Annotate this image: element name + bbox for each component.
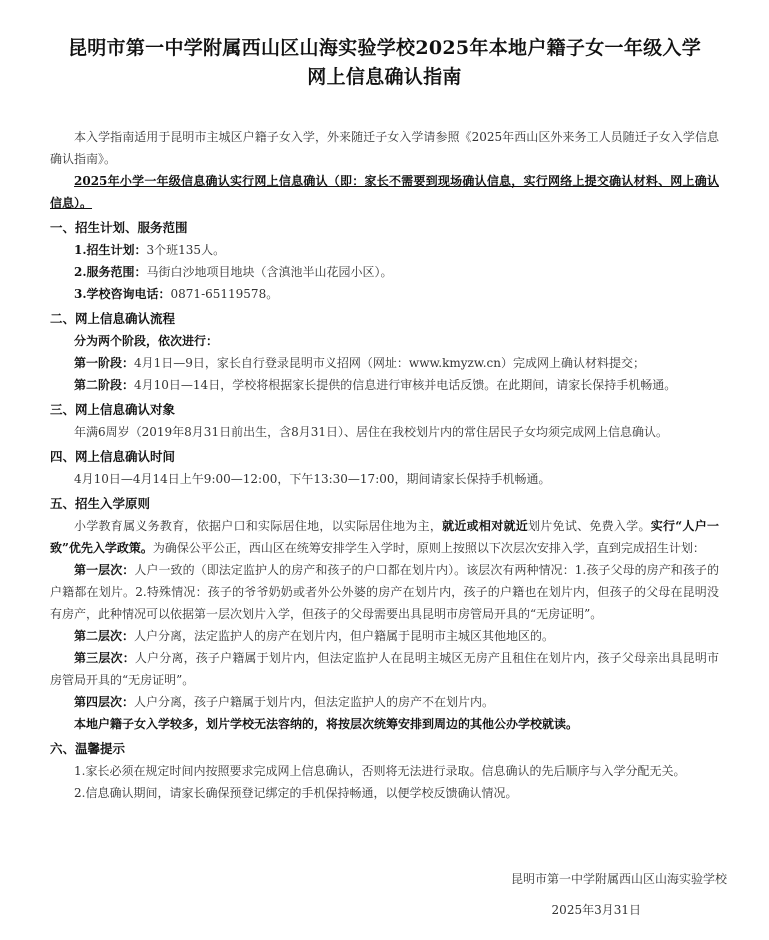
principle-text-c: 划片免试、免费入学。: [528, 519, 651, 533]
principle-text-e: 为确保公平公正，西山区在统筹安排学生入学时，原则上按照以下次层次安排入学，直到完成招生计划：: [152, 541, 705, 555]
section-4-heading: 四、网上信息确认时间: [50, 449, 176, 464]
stage-2-text: 4月10日—14日，学校将根据家长提供的信息进行审核并电话反馈。在此期间，请家长保持手机畅通。: [134, 378, 677, 392]
principle-text-a: 小学教育属义务教育，依据户口和实际居住地，以实际居住地为主，: [74, 519, 443, 533]
level-3-label: 第三层次：: [74, 651, 135, 665]
intro-paragraph: 本入学指南适用于昆明市主城区户籍子女入学，外来随迁子女入学请参照《2025年西山区外来务工人员随迁子女入学信息确认指南》。: [50, 130, 719, 166]
section-5: [50, 493, 719, 735]
level-3-text: 人户分离，孩子户籍属于划片内，但法定监护人在昆明主城区无房产且租住在划片内，孩子父母亲出具昆明市房管局开具的“无房证明”。: [50, 651, 719, 687]
section-4: [50, 446, 719, 490]
phone-label: 3.学校咨询电话：: [74, 287, 171, 301]
stage-1-line: [50, 352, 719, 374]
section-1: [50, 217, 719, 305]
plan-label: 1.招生计划：: [74, 243, 147, 257]
section-3: [50, 399, 719, 443]
plan-line: [50, 239, 719, 261]
section-3-heading: 三、网上信息确认对象: [50, 402, 176, 417]
principle-emphasis-policy: 实行“人户一致”优先入学政策。: [50, 519, 719, 555]
stage-2-label: 第二阶段：: [74, 378, 135, 392]
level-3: [50, 647, 719, 691]
range-value: 马街白沙地项目地块（含滇池半山花园小区）。: [146, 265, 393, 279]
level-2: [50, 625, 719, 647]
level-1: [50, 559, 719, 625]
overflow-note: 本地户籍子女入学较多，划片学校无法容纳的，将按层次统筹安排到周边的其他公办学校就读。: [74, 717, 579, 731]
section-2-heading: 二、网上信息确认流程: [50, 311, 176, 326]
signature-org: 昆明市第一中学附属西山区山海实验学校: [510, 872, 727, 886]
target-text: 年满6周岁（2019年8月31日前出生，含8月31日）、居住在我校划片内的常住居民子女均须完成网上信息确认。: [74, 425, 668, 439]
stage-2-line: [50, 374, 719, 396]
plan-value: 3个班135人。: [146, 243, 226, 257]
signature-date: 2025年3月31日: [551, 903, 641, 917]
level-2-text: 人户分离，法定监护人的房产在划片内，但户籍属于昆明市主城区其他地区的。: [134, 629, 555, 643]
title-line-2: 网上信息确认指南: [307, 66, 462, 88]
stage-intro: 分为两个阶段，依次进行：: [74, 334, 219, 348]
section-6: [50, 738, 719, 804]
section-1-heading: 一、招生计划、服务范围: [50, 220, 188, 235]
document-title: [50, 34, 719, 92]
stage-1-text: 4月1日—9日，家长自行登录昆明市义招网（网址：www.kmyzw.cn）完成网上确认材料提交；: [134, 356, 645, 370]
stage-1-label: 第一阶段：: [74, 356, 135, 370]
title-line-1: 昆明市第一中学附属西山区山海实验学校2025年本地户籍子女一年级入学: [67, 37, 702, 59]
phone-line: [50, 283, 719, 305]
section-6-heading: 六、温馨提示: [50, 741, 126, 756]
level-1-label: 第一层次：: [74, 563, 135, 577]
range-label: 2.服务范围：: [74, 265, 147, 279]
section-2: [50, 308, 719, 396]
notice-paragraph: 2025年小学一年级信息确认实行网上信息确认（即：家长不需要到现场确认信息，实行网络上提交确认材料、网上确认信息）。: [50, 174, 719, 210]
range-line: [50, 261, 719, 283]
level-4: [50, 691, 719, 713]
time-text: 4月10日—4月14日上午9:00—12:00，下午13:30—17:00，期间请家长保持手机畅通。: [74, 472, 551, 486]
principle-paragraph: [50, 515, 719, 559]
level-2-label: 第二层次：: [74, 629, 135, 643]
principle-emphasis-nearby: 就近或相对就近: [442, 519, 529, 533]
section-5-heading: 五、招生入学原则: [50, 496, 151, 511]
level-4-text: 人户分离，孩子户籍属于划片内，但法定监护人的房产不在划片内。: [134, 695, 495, 709]
level-1-text: 人户一致的（即法定监护人的房产和孩子的户口都在划片内）。该层次有两种情况：1.孩子父母的房产和孩子的户籍都在划片。2.特殊情况：孩子的爷爷奶奶或者外公外婆的房产在划片内，孩子的户籍也在划片内，但孩子的父母在昆明没有房产，此种情况可以依据第一层次划片入学，但孩子的父母需要出具昆明市房管局开具的“无房证明”。: [50, 563, 719, 621]
level-4-label: 第四层次：: [74, 695, 135, 709]
tip-2: 2.信息确认期间，请家长确保预登记绑定的手机保持畅通，以便学校反馈确认情况。: [74, 786, 518, 800]
tip-1: 1.家长必须在规定时间内按照要求完成网上信息确认，否则将无法进行录取。信息确认的先后顺序与入学分配无关。: [74, 764, 686, 778]
phone-value: 0871-65119578。: [170, 287, 279, 301]
